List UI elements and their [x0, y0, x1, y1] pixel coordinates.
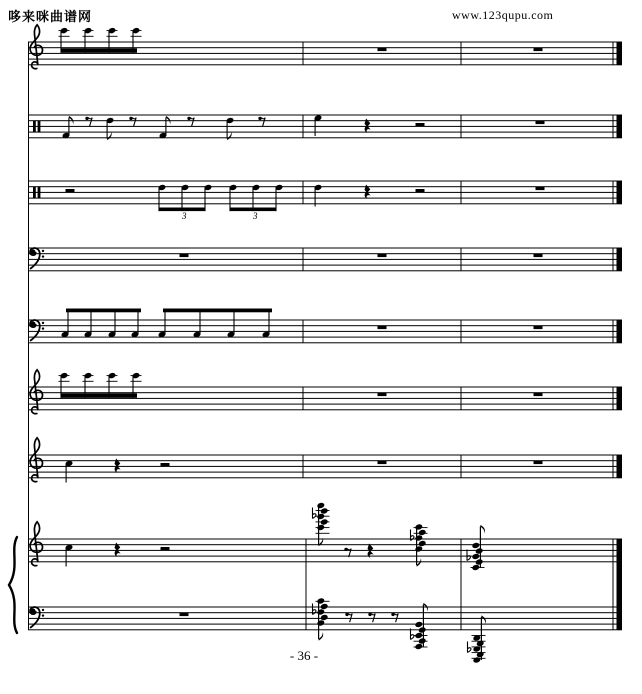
notehead [476, 651, 484, 658]
staff-line [28, 331, 622, 332]
staff-line [28, 198, 622, 199]
notehead [418, 540, 426, 547]
staff-line [28, 181, 622, 182]
staff-line [28, 556, 622, 557]
note [65, 460, 73, 483]
notehead [320, 518, 328, 525]
beam-group [229, 184, 283, 211]
staff-line [28, 265, 622, 266]
chord-cluster [467, 525, 485, 571]
site-url-watermark: www.123qupu.com [452, 8, 554, 22]
staff-line [28, 472, 622, 473]
eighth-rest [258, 117, 265, 127]
barline [303, 248, 304, 271]
stem [199, 309, 200, 335]
flat-sign [313, 508, 316, 519]
notehead [320, 603, 328, 610]
note [65, 544, 73, 567]
note [314, 184, 322, 207]
final-barline-thin [613, 455, 614, 478]
eighth-flag [480, 525, 485, 534]
staff-line [28, 203, 622, 204]
eighth-flag [227, 132, 232, 141]
ledger-line [59, 36, 70, 37]
stem [318, 601, 319, 639]
staff-line [28, 320, 622, 321]
half-rest [416, 123, 425, 126]
notehead [473, 656, 481, 663]
eighth-flag [319, 632, 324, 641]
barline [303, 115, 304, 138]
treble-clef-icon [30, 522, 42, 566]
staff-line [28, 42, 622, 43]
whole-rest [534, 48, 543, 51]
notehead [475, 558, 483, 565]
stem [318, 506, 319, 545]
staff-line [28, 132, 622, 133]
stem [67, 309, 68, 335]
stem [423, 605, 424, 647]
chord-cluster [468, 615, 486, 663]
barline [461, 248, 462, 271]
whole-rest [378, 461, 387, 464]
note [314, 114, 322, 136]
barline [303, 387, 304, 410]
staff-2 [28, 115, 622, 139]
staff-line [28, 270, 622, 271]
stem [68, 118, 69, 136]
barline [303, 42, 304, 65]
stem [137, 309, 138, 335]
final-barline-thick [617, 42, 623, 65]
staff-3 [28, 181, 622, 205]
chord-cluster [411, 603, 428, 650]
staff-line [28, 342, 622, 343]
whole-rest [536, 121, 545, 124]
barline [303, 320, 304, 343]
notehead [418, 626, 426, 633]
notehead [320, 614, 328, 621]
ledger-line [59, 381, 70, 382]
barline [461, 539, 462, 630]
notehead [415, 534, 423, 541]
site-name-watermark: 哆来咪曲谱网 [8, 9, 93, 24]
note [226, 117, 234, 140]
staff-line [28, 398, 622, 399]
staff-line [28, 455, 622, 456]
stem [268, 309, 269, 335]
stem [164, 309, 165, 335]
staff-line [28, 561, 622, 562]
final-barline-thin [613, 387, 614, 410]
eighth-flag [481, 615, 486, 624]
notehead [472, 564, 480, 571]
barline [461, 181, 462, 204]
whole-rest [534, 461, 543, 464]
half-rest [161, 463, 170, 466]
flat-sign [411, 530, 414, 541]
notehead [317, 597, 325, 604]
final-barline-thick [617, 115, 623, 138]
beam [66, 309, 141, 313]
final-barline-thick [617, 181, 623, 204]
staff-line [28, 612, 622, 613]
staff-6 [28, 387, 622, 411]
eighth-rest [85, 117, 92, 127]
beam [61, 393, 137, 398]
stem [416, 527, 417, 565]
staff-line [28, 253, 622, 254]
barline [461, 387, 462, 410]
half-rest [416, 189, 425, 192]
ledger-line [107, 381, 118, 382]
flat-sign [467, 550, 470, 561]
staff-line [28, 47, 622, 48]
eighth-rest [368, 613, 375, 623]
whole-rest [534, 254, 543, 257]
stem [233, 309, 234, 335]
final-barline-thin [613, 42, 614, 65]
staff-line [28, 392, 622, 393]
stem [481, 617, 482, 660]
notehead [415, 621, 423, 628]
ledger-line [131, 36, 142, 37]
treble-clef-icon [30, 438, 42, 482]
whole-rest [378, 393, 387, 396]
system-barline [28, 42, 29, 630]
eighth-flag [107, 132, 112, 141]
notehead [415, 523, 423, 530]
whole-rest [180, 613, 189, 616]
notehead [317, 619, 325, 626]
beam [61, 48, 137, 53]
whole-rest [534, 393, 543, 396]
beam-group [59, 372, 142, 398]
staff-line [28, 477, 622, 478]
stem [227, 121, 228, 139]
final-barline-thin [613, 539, 614, 630]
staff-line [28, 248, 622, 249]
flat-sign [313, 604, 316, 615]
stem [165, 118, 166, 136]
eighth-rest [345, 613, 352, 623]
stem [66, 548, 67, 567]
ledger-line [107, 36, 118, 37]
final-barline-thick [617, 455, 623, 478]
whole-rest [378, 326, 387, 329]
notehead [317, 608, 325, 615]
barline [306, 539, 307, 630]
tuplet-number: 3 [253, 211, 258, 221]
staff-line [28, 64, 622, 65]
barline [303, 455, 304, 478]
notehead [317, 524, 325, 531]
eighth-rest [187, 117, 194, 127]
barline [303, 181, 304, 204]
notehead [317, 513, 325, 520]
staff-line [28, 137, 622, 138]
stem [480, 527, 481, 568]
eighth-rest [391, 613, 398, 623]
final-barline-thick [617, 539, 623, 630]
stem [315, 188, 316, 207]
notehead [418, 637, 426, 644]
note [159, 116, 171, 139]
notehead [475, 547, 483, 554]
staff-line [28, 115, 622, 116]
treble-clef-icon [30, 370, 42, 414]
final-barline-thick [617, 320, 623, 343]
beam-group [158, 184, 212, 211]
staff-line [28, 409, 622, 410]
barline [461, 42, 462, 65]
ledger-line [83, 36, 94, 37]
staff-line [28, 126, 622, 127]
staff-line [28, 629, 622, 630]
stem [114, 309, 115, 335]
note [62, 116, 74, 139]
notehead [317, 502, 325, 509]
eighth-rest [129, 117, 136, 127]
staff-line [28, 59, 622, 60]
staff-line [28, 186, 622, 187]
stem [315, 118, 316, 136]
beam-group [61, 309, 141, 339]
staff-line [28, 325, 622, 326]
staff-line [28, 192, 622, 193]
ledger-line [131, 381, 142, 382]
notehead [415, 545, 423, 552]
piano-brace [9, 537, 17, 633]
beam [163, 309, 272, 313]
note [106, 117, 114, 140]
whole-rest [378, 254, 387, 257]
final-barline-thick [617, 387, 623, 410]
staff-line [28, 120, 622, 121]
beam-group [158, 309, 272, 339]
tuplet-number: 3 [182, 211, 187, 221]
staff-line [28, 259, 622, 260]
flat-sign [468, 642, 471, 653]
stem [107, 121, 108, 139]
notehead [415, 632, 423, 639]
half-rest [161, 547, 170, 550]
staff-line [28, 387, 622, 388]
half-rest [66, 189, 75, 192]
whole-rest [536, 187, 545, 190]
beam-group [59, 27, 142, 53]
ledger-line [83, 381, 94, 382]
notehead [415, 643, 423, 650]
staff-line [28, 404, 622, 405]
staff-4 [28, 248, 622, 272]
barline [461, 455, 462, 478]
notehead [472, 553, 480, 560]
final-barline-thin [613, 248, 614, 271]
stem [66, 464, 67, 483]
whole-rest [534, 326, 543, 329]
staff-line [28, 53, 622, 54]
page-number: - 36 - [289, 648, 319, 663]
final-barline-thin [613, 181, 614, 204]
notehead [472, 542, 480, 549]
staff-line [28, 539, 622, 540]
stem [90, 309, 91, 335]
final-barline-thin [613, 320, 614, 343]
staff-line [28, 624, 622, 625]
staff-1 [28, 42, 622, 66]
ledger-line [316, 533, 330, 534]
chord-cluster [313, 597, 330, 640]
whole-rest [180, 254, 189, 257]
barline [461, 320, 462, 343]
whole-rest [378, 48, 387, 51]
staff-line [28, 337, 622, 338]
final-barline-thick [617, 248, 623, 271]
staff-5 [28, 320, 622, 344]
notehead [418, 529, 426, 536]
treble-clef-icon [30, 25, 42, 69]
barline [461, 115, 462, 138]
notehead [320, 507, 328, 514]
final-barline-thin [613, 115, 614, 138]
